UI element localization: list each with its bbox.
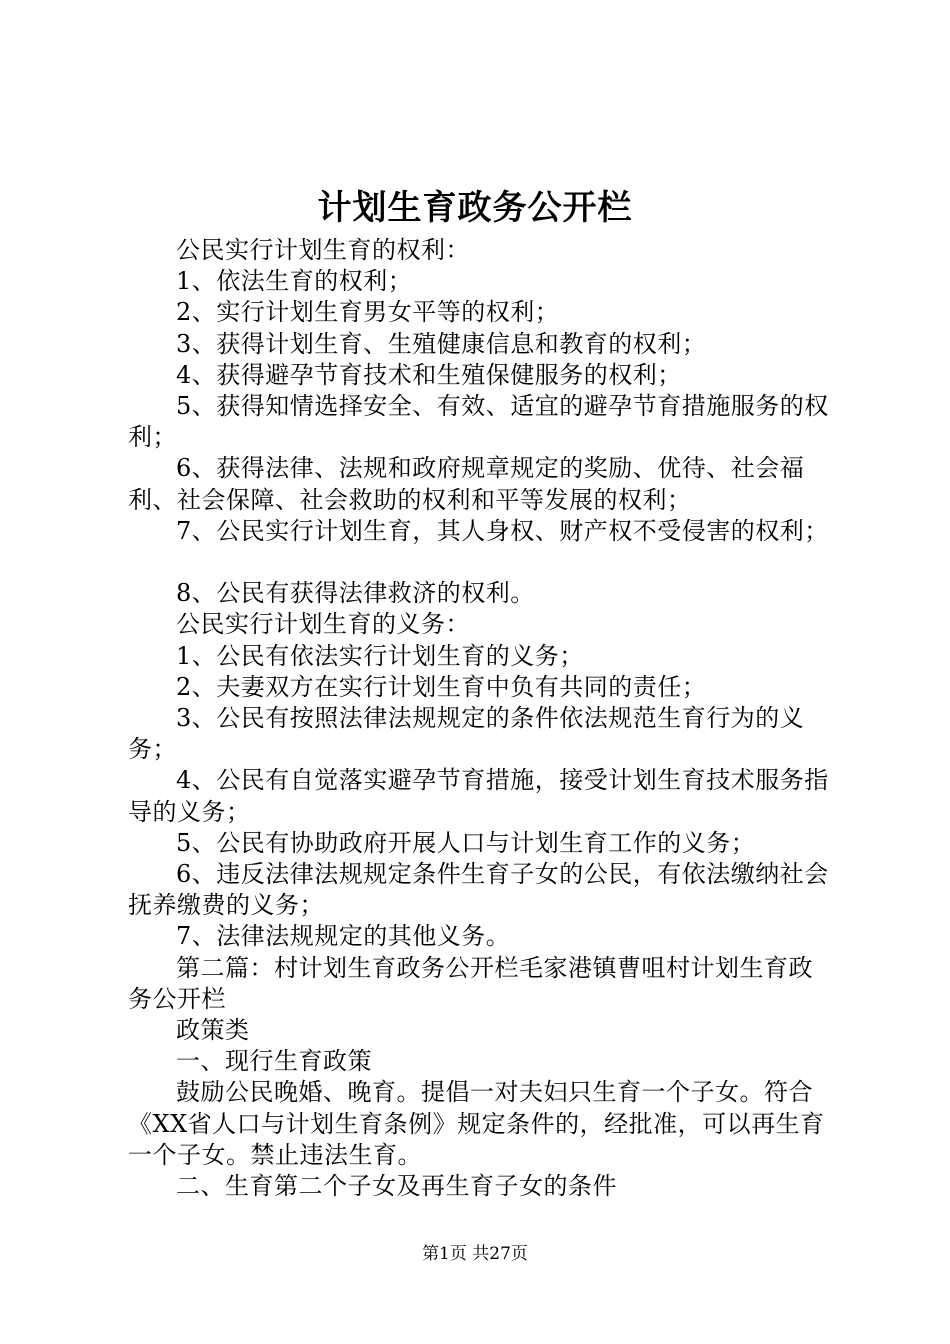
document-title: 计划生育政务公开栏 — [317, 188, 633, 228]
paragraph: 公民实行计划生育的权利： — [176, 236, 470, 264]
paragraph: 4、公民有自觉落实避孕节育措施，接受计划生育技术服务指导的义务； — [128, 766, 829, 826]
paragraph: 5、公民有协助政府开展人口与计划生育工作的义务； — [176, 828, 756, 857]
paragraph: 二、生育第二个子女及再生育子女的条件 — [176, 1172, 617, 1201]
paragraph: 3、公民有按照法律法规规定的条件依法规范生育行为的义务； — [128, 704, 805, 764]
paragraph: 4、获得避孕节育技术和生殖保健服务的权利； — [176, 360, 682, 389]
paragraph: 3、获得计划生育、生殖健康信息和教育的权利； — [176, 329, 707, 358]
section-heading: 第二篇：村计划生育政务公开栏毛家港镇曹咀村计划生育政务公开栏 — [128, 953, 813, 1013]
paragraph: 2、实行计划生育男女平等的权利； — [176, 298, 560, 327]
paragraph: 鼓励公民晚婚、晚育。提倡一对夫妇只生育一个子女。符合《XX省人口与计划生育条例》规定条件的，经批准，可以再生育一个子女。禁止违法生育。 — [128, 1078, 825, 1169]
paragraph: 一、现行生育政策 — [176, 1047, 372, 1076]
paragraph: 7、公民实行计划生育，其人身权、财产权不受侵害的权利； — [176, 516, 829, 545]
paragraph: 8、公民有获得法律救济的权利。 — [176, 579, 535, 608]
page-number: 第1页 共27页 — [422, 1244, 528, 1264]
paragraph: 1、公民有依法实行计划生育的义务； — [176, 641, 584, 670]
paragraph: 2、夫妻双方在实行计划生育中负有共同的责任； — [176, 672, 707, 701]
paragraph: 5、获得知情选择安全、有效、适宜的避孕节育措施服务的权利； — [128, 392, 829, 452]
paragraph: 6、违反法律法规规定条件生育子女的公民，有依法缴纳社会抚养缴费的义务； — [128, 860, 829, 920]
paragraph: 7、法律法规规定的其他义务。 — [176, 922, 511, 951]
paragraph: 1、依法生育的权利； — [176, 267, 413, 296]
document-body — [128, 235, 833, 1202]
paragraph: 6、获得法律、法规和政府规章规定的奖励、优待、社会福利、社会保障、社会救助的权利和平等发展的权利； — [128, 454, 805, 514]
paragraph: 公民实行计划生育的义务： — [176, 610, 470, 639]
paragraph: 政策类 — [176, 1016, 250, 1045]
